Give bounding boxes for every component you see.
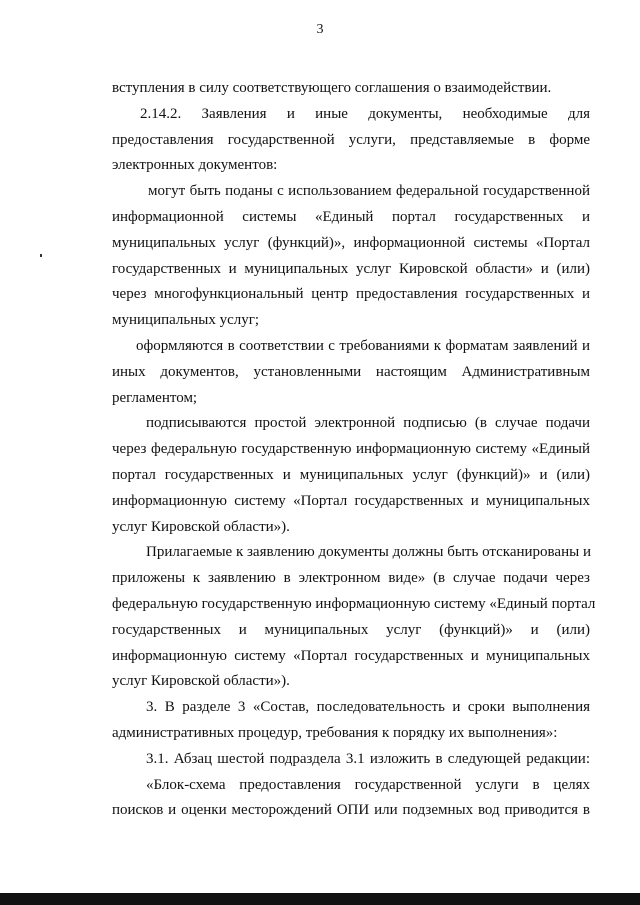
text-line: 3. В разделе 3 «Состав, последовательность и сроки выполнения: [146, 699, 590, 716]
text-line: федеральную государственную информационную систему «Единый портал: [112, 595, 596, 612]
text-line: оформляются в соответствии с требованиями к форматам заявлений и: [136, 337, 590, 354]
text-line: подписываются простой электронной подписью (в случае подачи: [146, 415, 590, 432]
text-line: электронных документов:: [112, 157, 278, 174]
text-line: услуг Кировской области»).: [112, 673, 290, 690]
document-body: [112, 76, 596, 824]
text-line: регламентом;: [112, 389, 198, 406]
text-line: могут быть поданы с использованием федеральной государственной: [148, 183, 590, 200]
text-line: услуг Кировской области»).: [112, 518, 290, 535]
text-line: приложены к заявлению в электронном виде» (в случае подачи через: [112, 570, 590, 587]
text-line: государственных и муниципальных услуг (функций)» и (или): [112, 621, 590, 638]
text-line: 3.1. Абзац шестой подраздела 3.1 изложить в следующей редакции:: [146, 750, 590, 767]
text-line: Прилагаемые к заявлению документы должны быть отсканированы и: [146, 544, 591, 561]
text-line: «Блок-схема предоставления государственной услуги в целях: [146, 776, 590, 793]
text-line: муниципальных услуг (функций)», информационной системы «Портал: [112, 234, 590, 251]
text-line: через федеральную государственную информационную систему «Единый: [112, 441, 590, 458]
text-line: иных документов, установленными настоящим Административным: [112, 363, 590, 380]
text-line: 2.14.2. Заявления и иные документы, необходимые для: [140, 105, 590, 122]
text-line: информационную систему «Портал государственных и муниципальных: [112, 647, 590, 664]
text-line: информационной системы «Единый портал государственных и: [112, 208, 590, 225]
text-line: информационную систему «Портал государственных и муниципальных: [112, 492, 590, 509]
text-line: муниципальных услуг;: [112, 312, 260, 329]
text-line: портал государственных и муниципальных услуг (функций)» и (или): [112, 466, 590, 483]
text-line: вступления в силу соответствующего соглашения о взаимодействии.: [112, 80, 552, 96]
text-line: поисков и оценки месторождений ОПИ или подземных вод приводится в: [112, 802, 590, 819]
text-line: административных процедур, требования к порядку их выполнения»:: [112, 724, 558, 741]
text-line: через многофункциональный центр предоставления государственных и: [112, 286, 590, 303]
text-line: государственных и муниципальных услуг Кировской области» и (или): [112, 260, 590, 277]
text-line: предоставления государственной услуги, представляемые в форме: [112, 131, 590, 148]
scan-border: [0, 893, 640, 905]
page-number: 3: [316, 22, 324, 37]
margin-mark: [40, 254, 42, 257]
